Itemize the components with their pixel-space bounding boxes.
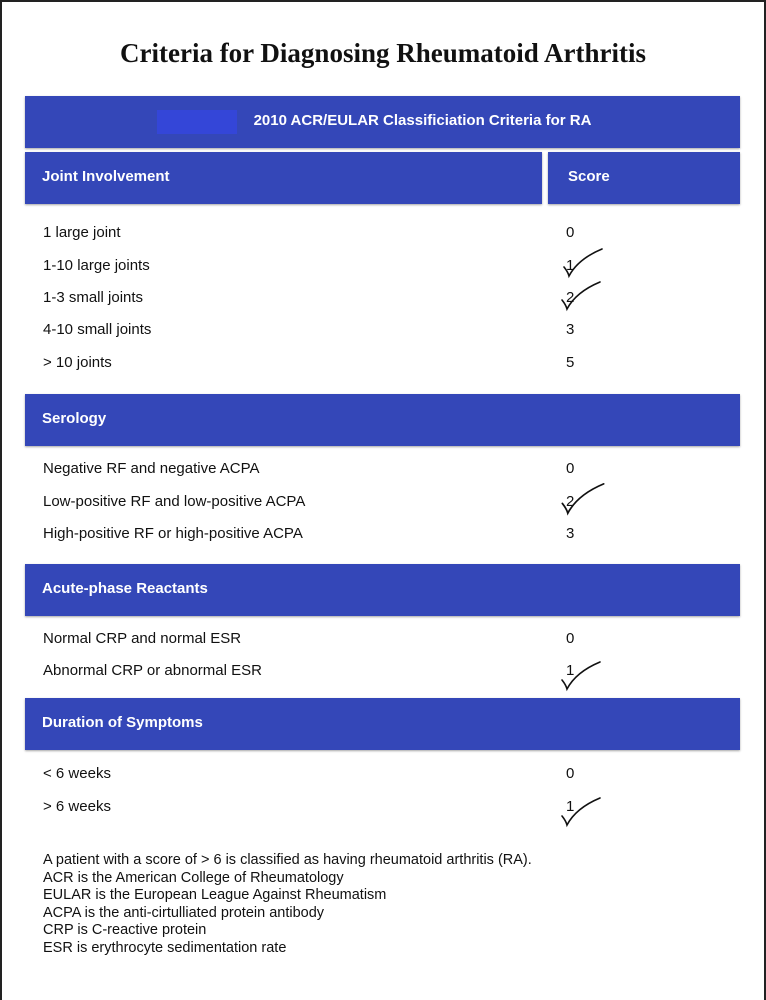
footnotes [43,852,532,957]
criteria-row-label: 4-10 small joints [43,321,152,338]
criteria-header-bar [25,96,740,148]
criteria-row-label: < 6 weeks [43,765,111,782]
criteria-row-label: 1 large joint [43,224,121,241]
criteria-row-label: > 10 joints [43,354,112,371]
criteria-row-label: 1-3 small joints [43,289,144,306]
duration-heading [25,698,740,750]
checkmark-icon [558,478,608,518]
criteria-row-label: 1-10 large joints [43,257,150,274]
criteria-row-label: Normal CRP and normal ESR [43,630,242,647]
checkmark-icon [558,658,604,692]
footnote-line: ESR is erythrocyte sedimentation rate [43,939,287,956]
criteria-row-score: 5 [566,354,575,371]
joint-involvement-heading [25,152,542,204]
serology-heading [25,394,740,446]
score-column-heading-label: Score [568,168,610,185]
criteria-row-score: 1 [566,798,575,815]
footnote-line: A patient with a score of > 6 is classified as having rheumatoid arthritis (RA). [43,852,532,868]
criteria-header-label: 2010 ACR/EULAR Classificiation Criteria for RA [253,112,592,129]
criteria-row-score: 3 [566,321,575,338]
joint-involvement-heading-label: Joint Involvement [42,168,170,185]
checkmark-icon [560,245,606,279]
criteria-row-score: 0 [566,630,575,647]
criteria-row-label: > 6 weeks [43,798,111,815]
criteria-row-score: 1 [566,662,575,679]
criteria-row-score: 0 [566,224,575,241]
criteria-row-score: 0 [566,765,575,782]
acute-phase-heading-label: Acute-phase Reactants [42,580,208,597]
criteria-row-score: 1 [566,257,575,274]
checkmark-icon [558,278,604,312]
criteria-row-score: 0 [566,460,575,477]
footnote-line: CRP is C-reactive protein [43,922,207,938]
duration-heading-label: Duration of Symptoms [42,714,203,731]
criteria-row-label: Low-positive RF and low-positive ACPA [43,493,306,510]
footnote-line: ACPA is the anti-cirtulliated protein antibody [43,904,325,921]
criteria-row-score: 2 [566,493,575,510]
page-title: Criteria for Diagnosing Rheumatoid Arthritis [120,38,646,68]
serology-heading-label: Serology [42,410,107,427]
checkmark-icon [558,794,604,828]
criteria-row-label: High-positive RF or high-positive ACPA [43,525,303,542]
footnote-line: ACR is the American College of Rheumatology [43,869,344,886]
acute-phase-heading [25,564,740,616]
criteria-row-score: 2 [566,289,575,306]
criteria-row-score: 3 [566,525,575,542]
criteria-row-label: Abnormal CRP or abnormal ESR [43,662,262,679]
criteria-row-label: Negative RF and negative ACPA [43,460,260,477]
footnote-line: EULAR is the European League Against Rheumatism [43,887,387,903]
score-column-heading [548,152,740,204]
